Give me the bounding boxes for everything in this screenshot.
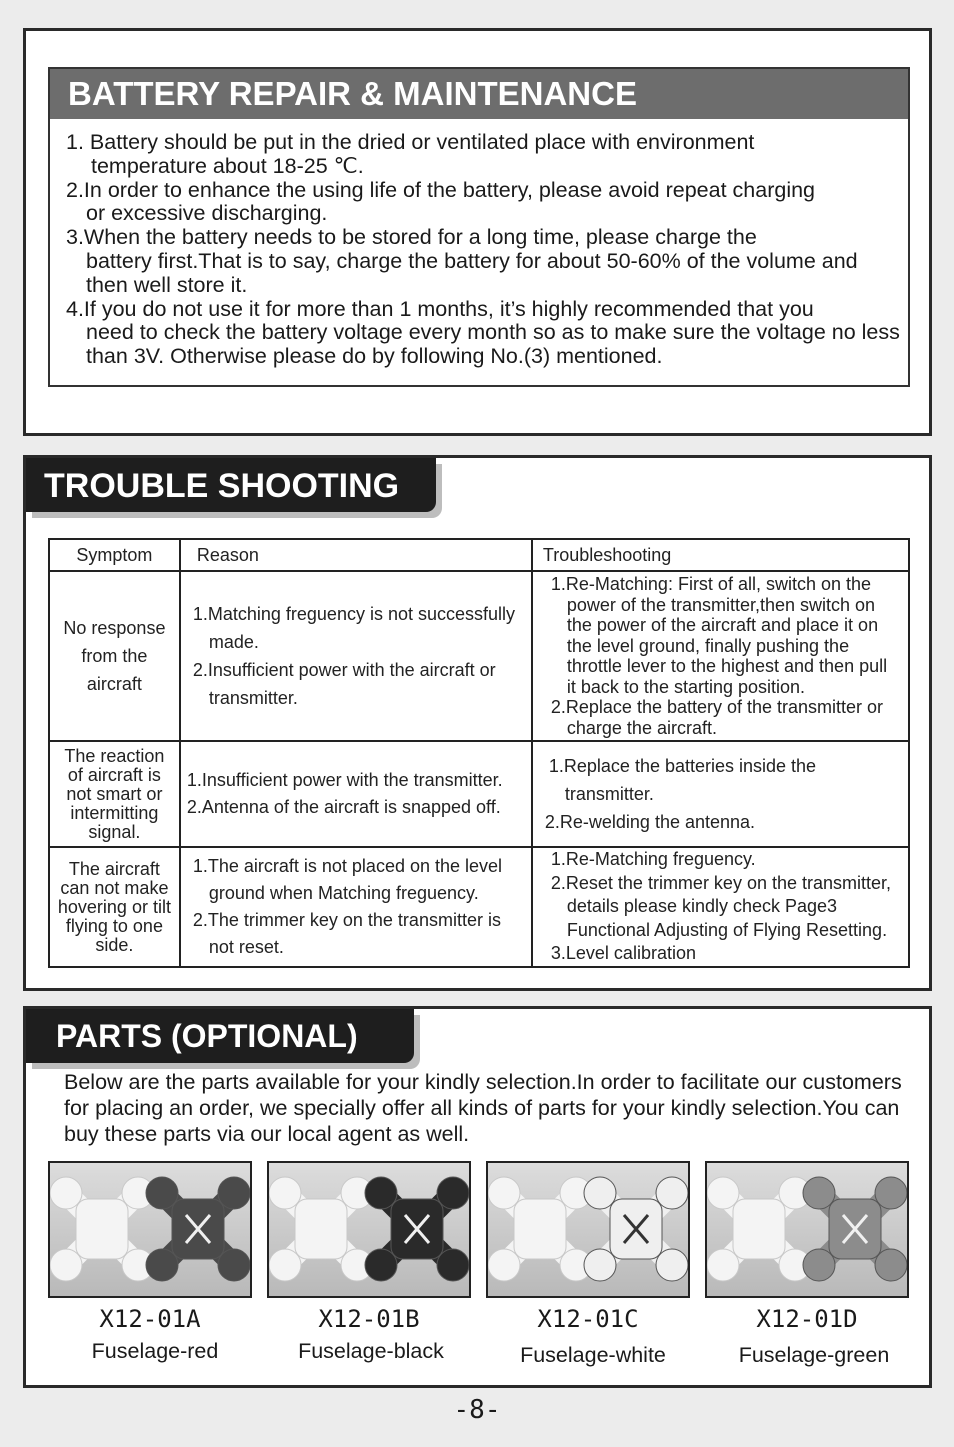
battery-item-cont: or excessive discharging. [86, 201, 328, 226]
table-row [49, 571, 909, 741]
battery-item-cont: battery first.That is to say, charge the battery for about 50-60% of the volume and then well store it. [86, 248, 858, 297]
battery-item-line: 2.In order to enhance the using life of the battery, please avoid repeat charging [66, 177, 816, 202]
page-number: -8- [453, 1395, 501, 1425]
fix-item: 2.Replace the battery of the transmitter or charge the aircraft. [550, 697, 884, 738]
battery-item-line: 3.When the battery needs to be stored for a long time, please charge the [66, 225, 757, 250]
reason-cell [180, 741, 532, 847]
fuselage-image [707, 1163, 907, 1296]
part-image [267, 1161, 471, 1298]
symptom-cell: The reaction of aircraft is not smart or intermitting signal. [49, 741, 180, 847]
fix-cell [532, 741, 909, 847]
part-code: X12-01C [537, 1305, 639, 1333]
fix-item: 1.Re-Matching: First of all, switch on the power of the transmitter,then switch on the power of the aircraft and place it on the level ground, finally pushing the throttle lever to the highest and then pull it back to the starting position. [550, 574, 888, 697]
header-reason: Reason [180, 539, 532, 571]
table-header-row [49, 539, 909, 571]
fix-cell [532, 847, 909, 967]
fix-item: 1.Re-Matching freguency. [550, 849, 756, 870]
reason-item: 1.The aircraft is not placed on the level ground when Matching freguency. [192, 856, 503, 903]
battery-item-cont: need to check the battery voltage every month so as to make sure the voltage no less than 3V. Otherwise please do by following No.(3) mentioned. [86, 320, 900, 369]
part-code: X12-01A [99, 1305, 201, 1333]
battery-list [66, 131, 900, 369]
part-name: Fuselage-white [520, 1343, 666, 1367]
battery-item-line: 4.If you do not use it for more than 1 months, it’s highly recommended that you [66, 296, 814, 321]
parts-title: PARTS (OPTIONAL) [26, 1009, 414, 1063]
parts-intro: Below are the parts available for your kindly selection.In order to facilitate our customers for placing an order, we specially offer all kinds of parts for your kindly selection.You can buy these parts via our local agent as well. [64, 1070, 902, 1146]
part-code: X12-01B [318, 1305, 420, 1333]
header-symptom: Symptom [49, 539, 180, 571]
symptom-cell: No response from the aircraft [49, 571, 180, 741]
battery-item-cont: temperature about 18-25 ℃. [91, 153, 364, 178]
fuselage-image [269, 1163, 469, 1296]
part-image [48, 1161, 252, 1298]
header-troubleshooting: Troubleshooting [532, 539, 909, 571]
fix-item: 2.Reset the trimmer key on the transmitter, details please kindly check Page3 Functional Adjusting of Flying Resetting. [550, 872, 892, 940]
reason-item: 2.Antenna of the aircraft is snapped off. [186, 797, 501, 817]
battery-panel [48, 67, 910, 387]
fix-cell [532, 571, 909, 741]
trouble-table [48, 538, 910, 968]
fix-item: 1.Replace the batteries inside the transmitter. [548, 756, 817, 804]
table-row [49, 847, 909, 967]
table-row [49, 741, 909, 847]
reason-cell [180, 847, 532, 967]
part-name: Fuselage-red [91, 1339, 219, 1363]
part-name: Fuselage-black [298, 1339, 444, 1363]
reason-item: 1.Insufficient power with the transmitter. [186, 770, 503, 790]
reason-item: 2.Insufficient power with the aircraft or transmitter. [192, 660, 496, 708]
battery-section [23, 28, 932, 436]
reason-cell [180, 571, 532, 741]
battery-item [66, 226, 900, 297]
fix-item: 3.Level calibration [550, 943, 696, 964]
battery-title: BATTERY REPAIR & MAINTENANCE [50, 69, 908, 119]
part-name: Fuselage-green [738, 1343, 890, 1367]
fix-item: 2.Re-welding the antenna. [544, 812, 756, 832]
battery-item [66, 179, 900, 227]
parts-section [23, 1006, 932, 1388]
battery-item [66, 298, 900, 369]
part-image [705, 1161, 909, 1298]
part-image [486, 1161, 690, 1298]
part-code: X12-01D [756, 1305, 858, 1333]
reason-item: 2.The trimmer key on the transmitter is not reset. [192, 910, 501, 957]
trouble-section [23, 455, 932, 991]
battery-item [66, 131, 900, 179]
battery-item-line: 1. Battery should be put in the dried or ventilated place with environment [66, 130, 755, 154]
reason-item: 1.Matching freguency is not successfully made. [192, 604, 516, 652]
fuselage-image [488, 1163, 688, 1296]
trouble-title: TROUBLE SHOOTING [26, 458, 436, 512]
symptom-cell: The aircraft can not make hovering or tilt flying to one side. [49, 847, 180, 967]
fuselage-image [50, 1163, 250, 1296]
